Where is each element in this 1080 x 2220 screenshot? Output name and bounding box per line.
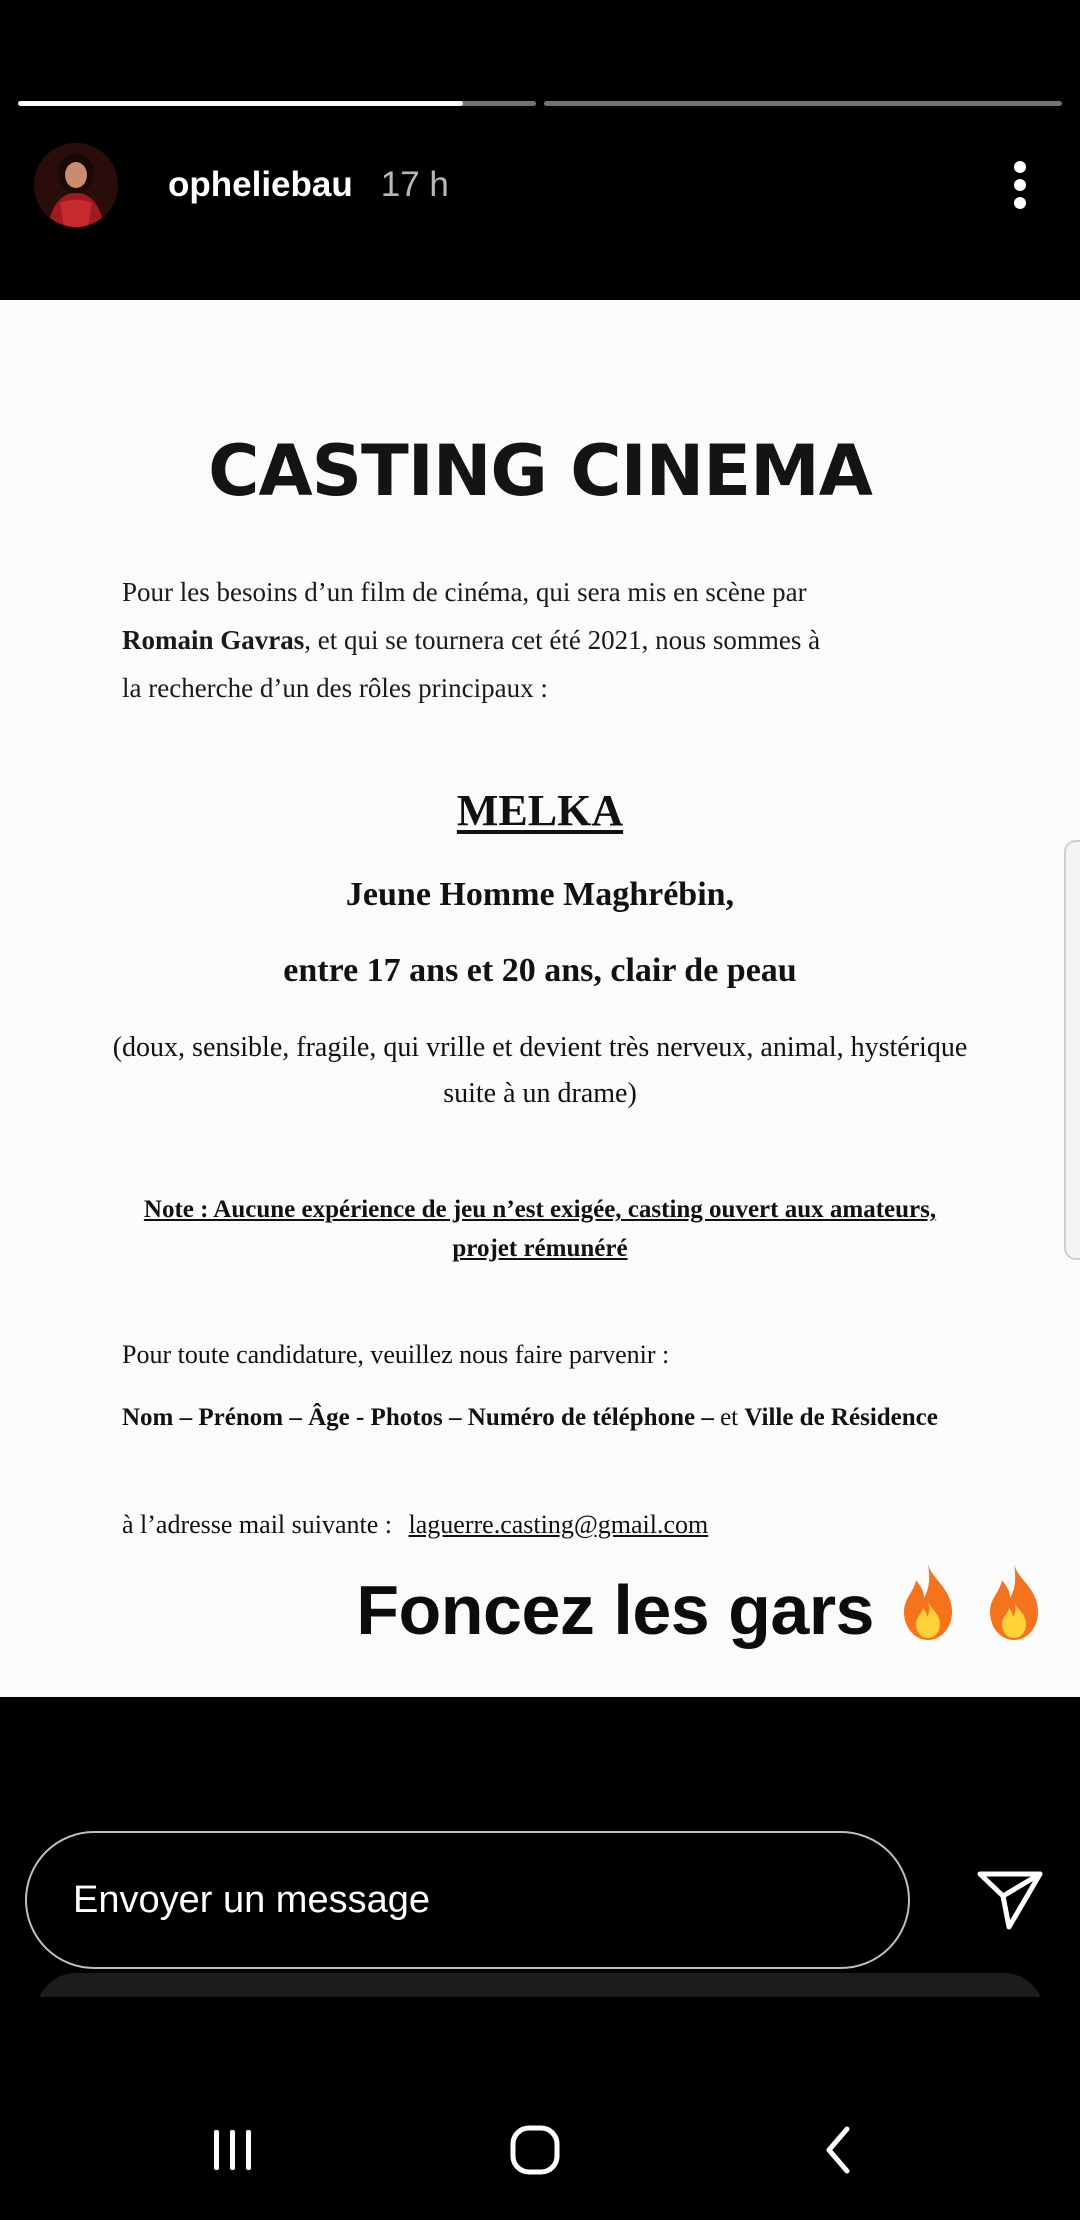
apply-fields bbox=[122, 1398, 962, 1437]
avatar[interactable] bbox=[34, 143, 118, 227]
recent-apps-icon bbox=[210, 2127, 256, 2173]
apply-intro: Pour toute candidature, veuillez nous faire parvenir : bbox=[122, 1340, 670, 1369]
side-panel-handle[interactable] bbox=[1064, 840, 1080, 1260]
note-text: Note : Aucune expérience de jeu n’est exigée, casting ouvert aux amateurs, projet rémunéré bbox=[143, 1196, 937, 1262]
progress-segment-1 bbox=[18, 101, 536, 106]
send-button[interactable] bbox=[972, 1862, 1048, 1938]
role-traits: (doux, sensible, fragile, qui vrille et devient très nerveux, animal, hystérique suite à un drame) bbox=[112, 1032, 968, 1109]
caption-text: Foncez les gars bbox=[356, 1571, 874, 1649]
recent-apps-button[interactable] bbox=[193, 2120, 273, 2180]
story-caption bbox=[356, 1562, 1046, 1658]
fire-icon bbox=[982, 1562, 1046, 1658]
story-header bbox=[34, 140, 1050, 230]
intro-line-1: Pour les besoins d’un film de cinéma, qui sera mis en scène par bbox=[122, 577, 807, 607]
progress-segment-2 bbox=[544, 101, 1062, 106]
post-time: 17 h bbox=[380, 165, 449, 204]
message-placeholder: Envoyer un message bbox=[73, 1878, 430, 1921]
intro-line-2: , et qui se tournera cet été 2021, nous sommes à bbox=[304, 625, 821, 655]
back-icon bbox=[823, 2125, 853, 2175]
apply-fields-et: et bbox=[713, 1404, 745, 1431]
apply-fields-list: Nom – Prénom – Âge - Photos – Numéro de téléphone – bbox=[122, 1404, 714, 1431]
intro-paragraph bbox=[122, 568, 962, 712]
apply-fields-city: Ville de Résidence bbox=[744, 1404, 938, 1431]
story-content[interactable] bbox=[0, 300, 1080, 1697]
role-age: entre 17 ans et 20 ans, clair de peau bbox=[283, 952, 797, 989]
username[interactable]: opheliebau bbox=[168, 165, 353, 204]
apply-email-row bbox=[122, 1510, 962, 1540]
message-input[interactable] bbox=[25, 1831, 910, 1969]
fire-icon bbox=[896, 1562, 960, 1658]
document-title: CASTING CINEMA bbox=[208, 430, 872, 512]
intro-line-3: la recherche d’un des rôles principaux : bbox=[122, 673, 548, 703]
role-name: MELKA bbox=[456, 786, 624, 835]
send-icon bbox=[977, 1870, 1043, 1930]
progress-fill bbox=[18, 101, 463, 106]
story-progress bbox=[18, 101, 1062, 106]
director-name: Romain Gavras bbox=[122, 625, 305, 655]
home-icon bbox=[509, 2124, 561, 2176]
apply-email-link[interactable]: laguerre.casting@gmail.com bbox=[408, 1510, 709, 1539]
peek-cover bbox=[0, 1997, 1080, 2027]
system-navbar bbox=[0, 2100, 1080, 2200]
more-vertical-icon bbox=[1013, 160, 1027, 210]
back-button[interactable] bbox=[798, 2120, 878, 2180]
home-button[interactable] bbox=[495, 2120, 575, 2180]
more-options-button[interactable] bbox=[990, 155, 1050, 215]
apply-email-label: à l’adresse mail suivante : bbox=[122, 1510, 393, 1539]
role-description: Jeune Homme Maghrébin, bbox=[345, 876, 735, 913]
